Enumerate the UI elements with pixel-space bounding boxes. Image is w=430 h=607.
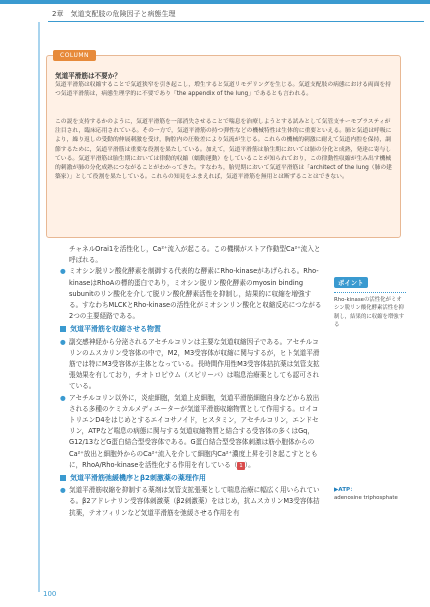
atp-glossary	[334, 485, 406, 501]
running-header: 2章 気道支配肢の危険因子と病態生理	[52, 10, 176, 18]
bullet-acetylcholine	[60, 337, 323, 393]
bullet-bronchodilators	[60, 485, 323, 519]
bullet-dot: ●	[60, 486, 66, 495]
point-text: Rho-kinaseの活性化がミオシン脱リン酸化酵素活性を抑制し，結果的に収縮を増強する	[334, 292, 406, 330]
bullet-rho-kinase	[60, 266, 323, 322]
column-paragraph-2: この説を支持するかのように，気道平滑筋を一部消失させることで喘息を治療しようとする試みとして気管支サーモプラスティが注目され，臨床応用されている。その一方で，気道平滑筋の持つ弾性などの機械特性は生体的に重要といえる。肺と気道は呼吸により，繰り返しの受動的伸展刺激を受け，胸腔内の圧較差により気流が生じる。これらの機械的刺激に耐えて気道内腔を保持，調節するために，気道平滑筋は重要な役割を果たしている。加えて，気道平滑筋は胎生期においては肺の分化と成熟，発達に寄与している。気道平滑筋は胎生期においては律動的収縮（蠕動運動）をしていることが知られており，この律動性収縮が生み出す機械的刺激が肺の分化成熟につながることがわかってきた。すなわち，胎児期において気道平滑筋は「architect of the lung（肺の建築家）」として役割を果たしている。これらの知見をふまえれば，気道平滑筋を無用とは断ずることはできない。	[55, 119, 392, 181]
heading-square	[60, 326, 66, 332]
bullet-dot: ●	[60, 337, 66, 346]
main-text	[60, 244, 323, 519]
point-label: ポイント	[334, 277, 368, 288]
reference-badge[interactable]: 1	[239, 462, 243, 469]
bullet-text: アセチルコリン以外に，炎症細胞，気道上皮細胞，気道平滑筋細胞自身などから放出される多種のケミカルメディエーターが気道平滑筋収縮物質として作用する。ロイコトリエンD4をはじめとするエイコサノイド，ヒスタミン，アセチルコリン，エンドセリン，ATPなど喘息の病態に関与する気道収縮物質と結合する受容体の多くはGq，G12/13などG蛋白結合型受容体である。G蛋白結合型受容体刺激は筋小胞体からのCa²⁺放出と細胞外からのCa²⁺流入を介して細胞内Ca²⁺濃度上昇を引き起こすとともに，RhoA/Rho-kinaseを活性化する作用を有している	[69, 393, 320, 469]
section-heading-text: 気道平滑筋を収縮させる物質	[70, 325, 161, 334]
side-margin-rule	[38, 22, 40, 592]
bullet-dot: ●	[60, 393, 66, 402]
intro-paragraph: チャネルOrai1を活性化し，Ca²⁺流入が起こる。この機構がストア作動型Ca²⁺流入と呼ばれる。	[69, 245, 321, 265]
bullet-text: ミオシン脱リン酸化酵素を制御する代表的な酵素にRho-kinaseがあげられる。Rho-kinaseはRhoAの標的蛋白であり，ミオシン脱リン酸化酵素のmyosin binding subunitのリン酸化を介して脱リン酸化酵素活性を抑制し，結果的に収縮を増強する。すなわちMLCKとRho-kinaseの活性化がミオシンリン酸化と収縮反応につながる2つの主要経路である。	[69, 267, 322, 321]
bullet-text: 副交感神経から分泌されるアセチルコリンは主要な気道収縮因子である。アセチルコリンのムスカリン受容体の中で，M2，M3受容体が収縮に関与するが，ヒト気道平滑筋では特にM3受容体が主体となっている。長時間作用性M3受容体拮抗薬は気管支拡張効果を有しており，チオトロピウム（スピリーバ）は喘息治療薬としても認可されている。	[69, 337, 320, 391]
section-heading-text: 気道平滑筋弛緩機序とβ2刺激薬の薬理作用	[70, 474, 206, 483]
page-number: 100	[43, 590, 57, 598]
bullet-dot: ●	[60, 267, 66, 276]
bullet-mediators: ● アセチルコリン以外に，炎症細胞，気道上皮細胞，気道平滑筋細胞自身などから放出される多種のケミカルメディエーターが気道平滑筋収縮物質として作用する。ロイコトリエンD4をはじめとするエイコサノイド，ヒスタミン，アセチルコリン，エンドセリン，ATPなど喘息の病態に関与する気道収縮物質と結合する受容体の多くはGq，G12/13などG蛋白結合型受容体である。G蛋白結合型受容体刺激は筋小胞体からのCa²⁺放出と細胞外からのCa²⁺流入を介して細胞内Ca²⁺濃度上昇を引き起こすとともに，RhoA/Rho-kinaseを活性化する作用を有している（ 1 ）。	[60, 393, 320, 469]
column-paragraph-1: 気道平滑筋は収縮することで気道狭窄を引き起こし，増生すると気道リモデリングを生じる。気道支配肢の病態における両面を持つ気道平滑筋は，病態生理学的に不要であり「the appendix of the lung」であるとも言われる。	[55, 82, 392, 98]
bullet-text: 気道平滑筋収縮を抑制する薬剤は気管支拡張薬として喘息治療に幅広く用いられている。β2アドレナリン受容体刺激薬（β2刺激薬）をはじめ，抗ムスカリンM3受容体拮抗薬，テオフィリンなど気道平滑筋を弛緩させる作用を有	[69, 486, 320, 517]
top-color-rule	[0, 0, 430, 4]
section-heading-contraction	[60, 324, 323, 335]
header-rule	[48, 21, 424, 22]
heading-square	[60, 475, 66, 481]
atp-label: ▶ATP：	[334, 487, 356, 493]
point-sidebar	[334, 270, 406, 330]
column-tag: COLUMN	[53, 50, 96, 61]
section-heading-relaxation	[60, 473, 323, 484]
column-box	[46, 52, 401, 238]
atp-definition: adenosine triphosphate	[334, 495, 398, 501]
column-title: 気道平滑筋は不要か？	[55, 72, 121, 80]
